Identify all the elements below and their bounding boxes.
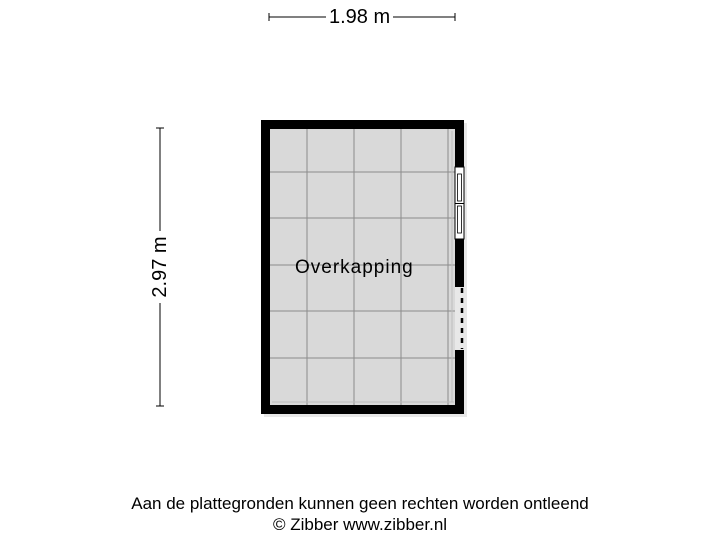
height-dimension-label: 2.97 m [150,231,170,303]
width-dimension-label: 1.98 m [326,7,393,27]
room-label: Overkapping [295,257,414,278]
window [455,167,464,239]
copyright-text: © Zibber www.zibber.nl [272,515,448,534]
disclaimer-text: Aan de plattegronden kunnen geen rechten worden ontleend [131,494,589,513]
